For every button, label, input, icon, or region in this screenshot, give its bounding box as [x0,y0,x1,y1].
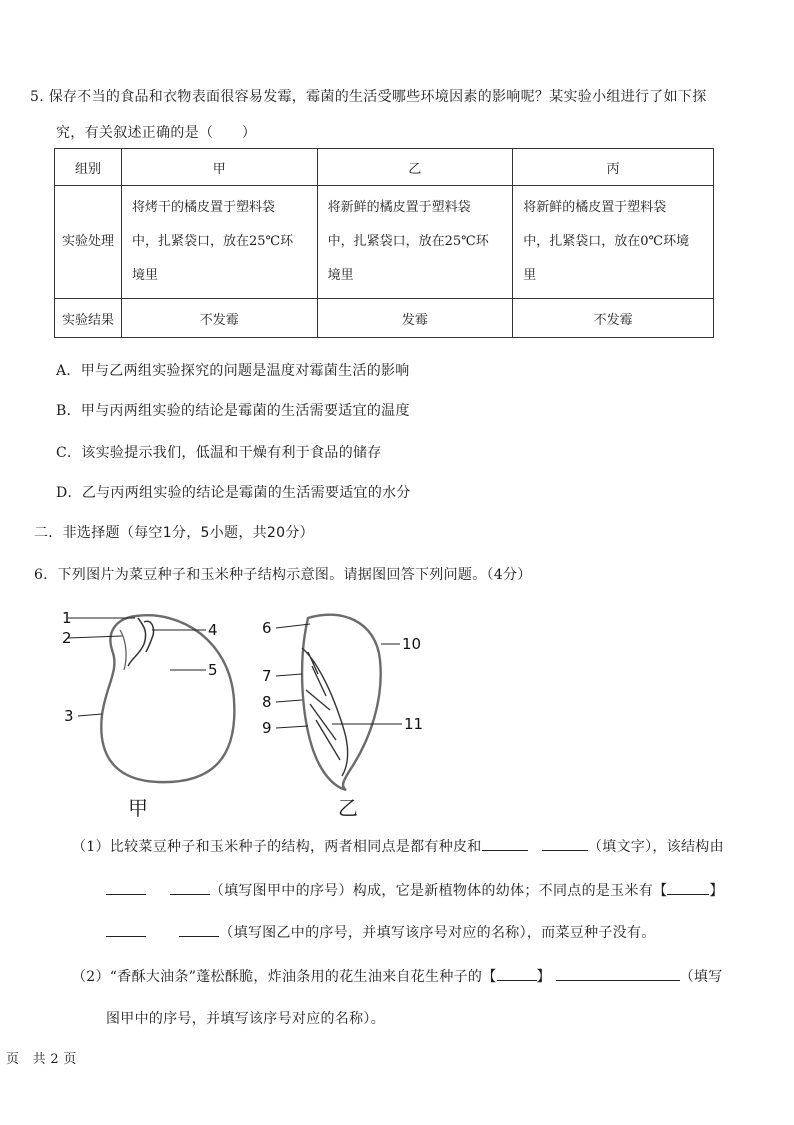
q5-option-b: B．甲与丙两组实验的结论是霉菌的生活需要适宜的温度 [56,403,410,419]
label-5: 5 [208,661,218,679]
label-8: 8 [262,693,272,711]
q6-sub1-text-e: （填写图乙中的序号，并填写该序号对应的名称），而菜豆种子没有。 [219,925,656,941]
table-header-cell: 乙 [317,149,513,186]
cell-line: 将新鲜的橘皮置于塑料袋 [523,200,667,215]
section-heading: 二．非选择题（每空1分，5小题，共20分） [34,525,314,541]
label-3: 3 [64,707,74,725]
q6-sub1-text-c: （填写图甲中的序号）构成，它是新植物体的幼体；不同点的是玉米有【 [209,883,668,899]
answer-blank[interactable] [497,966,537,981]
answer-blank[interactable] [542,836,588,851]
corn-seed-figure [302,615,381,790]
q5-stem-line1: 5. 保存不当的食品和衣物表面很容易发霉，霉菌的生活受哪些环境因素的影响呢？某实验小组进行了如下探 [30,89,707,105]
table-header-cell: 组别 [55,149,122,186]
cell-line: 境里 [132,268,159,283]
cell-line: 中，扎紧袋口，放在0℃环境 [523,234,690,249]
label-1: 1 [62,609,72,627]
answer-blank[interactable] [106,922,146,937]
row-label: 实验处理 [55,186,122,299]
answer-blank[interactable] [106,880,146,895]
bean-plumule [128,618,154,666]
corn-embryo [302,648,348,776]
table-cell [317,186,513,299]
q6-sub1-line2 [106,880,724,900]
answer-blank[interactable] [179,922,219,937]
corn-seed-outline [302,615,381,790]
q6-sub2-line1 [72,966,723,986]
page-footer: 页 共 2 页 [6,1052,77,1067]
row-label: 实验结果 [55,299,122,338]
bean-seed-outline [101,615,234,782]
cell-line: 境里 [327,268,354,283]
bean-seed-figure [101,615,234,782]
cell-line: 里 [523,268,537,283]
figure-caption-left: 甲 [128,796,148,820]
bean-leader-lines [68,618,206,716]
table-header-row [55,149,714,186]
label-2: 2 [62,629,72,647]
cell-line: 中，扎紧袋口，放在25℃环 [327,234,489,249]
q6-sub2-text-c: （填写 [679,969,723,985]
q5-option-d: D．乙与丙两组实验的结论是霉菌的生活需要适宜的水分 [56,485,411,501]
experiment-table [54,148,714,338]
table-header-cell: 甲 [122,149,318,186]
q6-sub1-text-d: 】 [709,883,724,899]
label-11: 11 [404,715,424,733]
q6-sub1-line1 [72,836,724,856]
label-10: 10 [402,635,422,653]
table-header-cell: 丙 [513,149,714,186]
answer-blank[interactable] [482,836,528,851]
cell-line: 将新鲜的橘皮置于塑料袋 [327,200,471,215]
q6-sub2-text-b: 】 [536,969,551,985]
cell-line: 中，扎紧袋口，放在25℃环 [132,234,294,249]
q6-sub2-line2: 图甲中的序号，并填写该序号对应的名称）。 [106,1011,385,1027]
table-cell: 发霉 [317,299,513,338]
q6-sub1-text-b: （填文字），该结构由 [587,839,724,855]
label-6: 6 [262,619,272,637]
table-row-result [55,299,714,338]
corn-leader-lines [276,624,402,728]
seed-structure-diagram [40,600,440,800]
label-7: 7 [262,667,272,685]
table-cell [122,186,318,299]
q5-option-a: A．甲与乙两组实验探究的问题是温度对霉菌生活的影响 [56,363,410,379]
table-cell: 不发霉 [513,299,714,338]
table-cell [513,186,714,299]
figure-caption-right: 乙 [338,796,358,820]
label-9: 9 [262,719,272,737]
q5-option-c: C．该实验提示我们，低温和干燥有利于食品的储存 [56,445,382,461]
table-cell: 不发霉 [122,299,318,338]
cell-line: 将烤干的橘皮置于塑料袋 [132,200,276,215]
label-4: 4 [208,621,218,639]
q6-sub1-text-a: （1）比较菜豆种子和玉米种子的结构，两者相同点是都有种皮和 [72,839,482,855]
q5-stem-line2: 究，有关叙述正确的是（ ） [56,125,257,141]
answer-blank[interactable] [556,966,680,981]
q6-sub1-line3 [106,922,656,942]
answer-blank[interactable] [170,880,210,895]
q6-stem: 6．下列图片为菜豆种子和玉米种子结构示意图。请据图回答下列问题。（4分） [34,567,532,583]
table-row-treatment [55,186,714,299]
answer-blank[interactable] [667,880,709,895]
q6-sub2-text-a: （2）“香酥大油条”蓬松酥脆，炸油条用的花生油来自花生种子的【 [72,969,497,985]
